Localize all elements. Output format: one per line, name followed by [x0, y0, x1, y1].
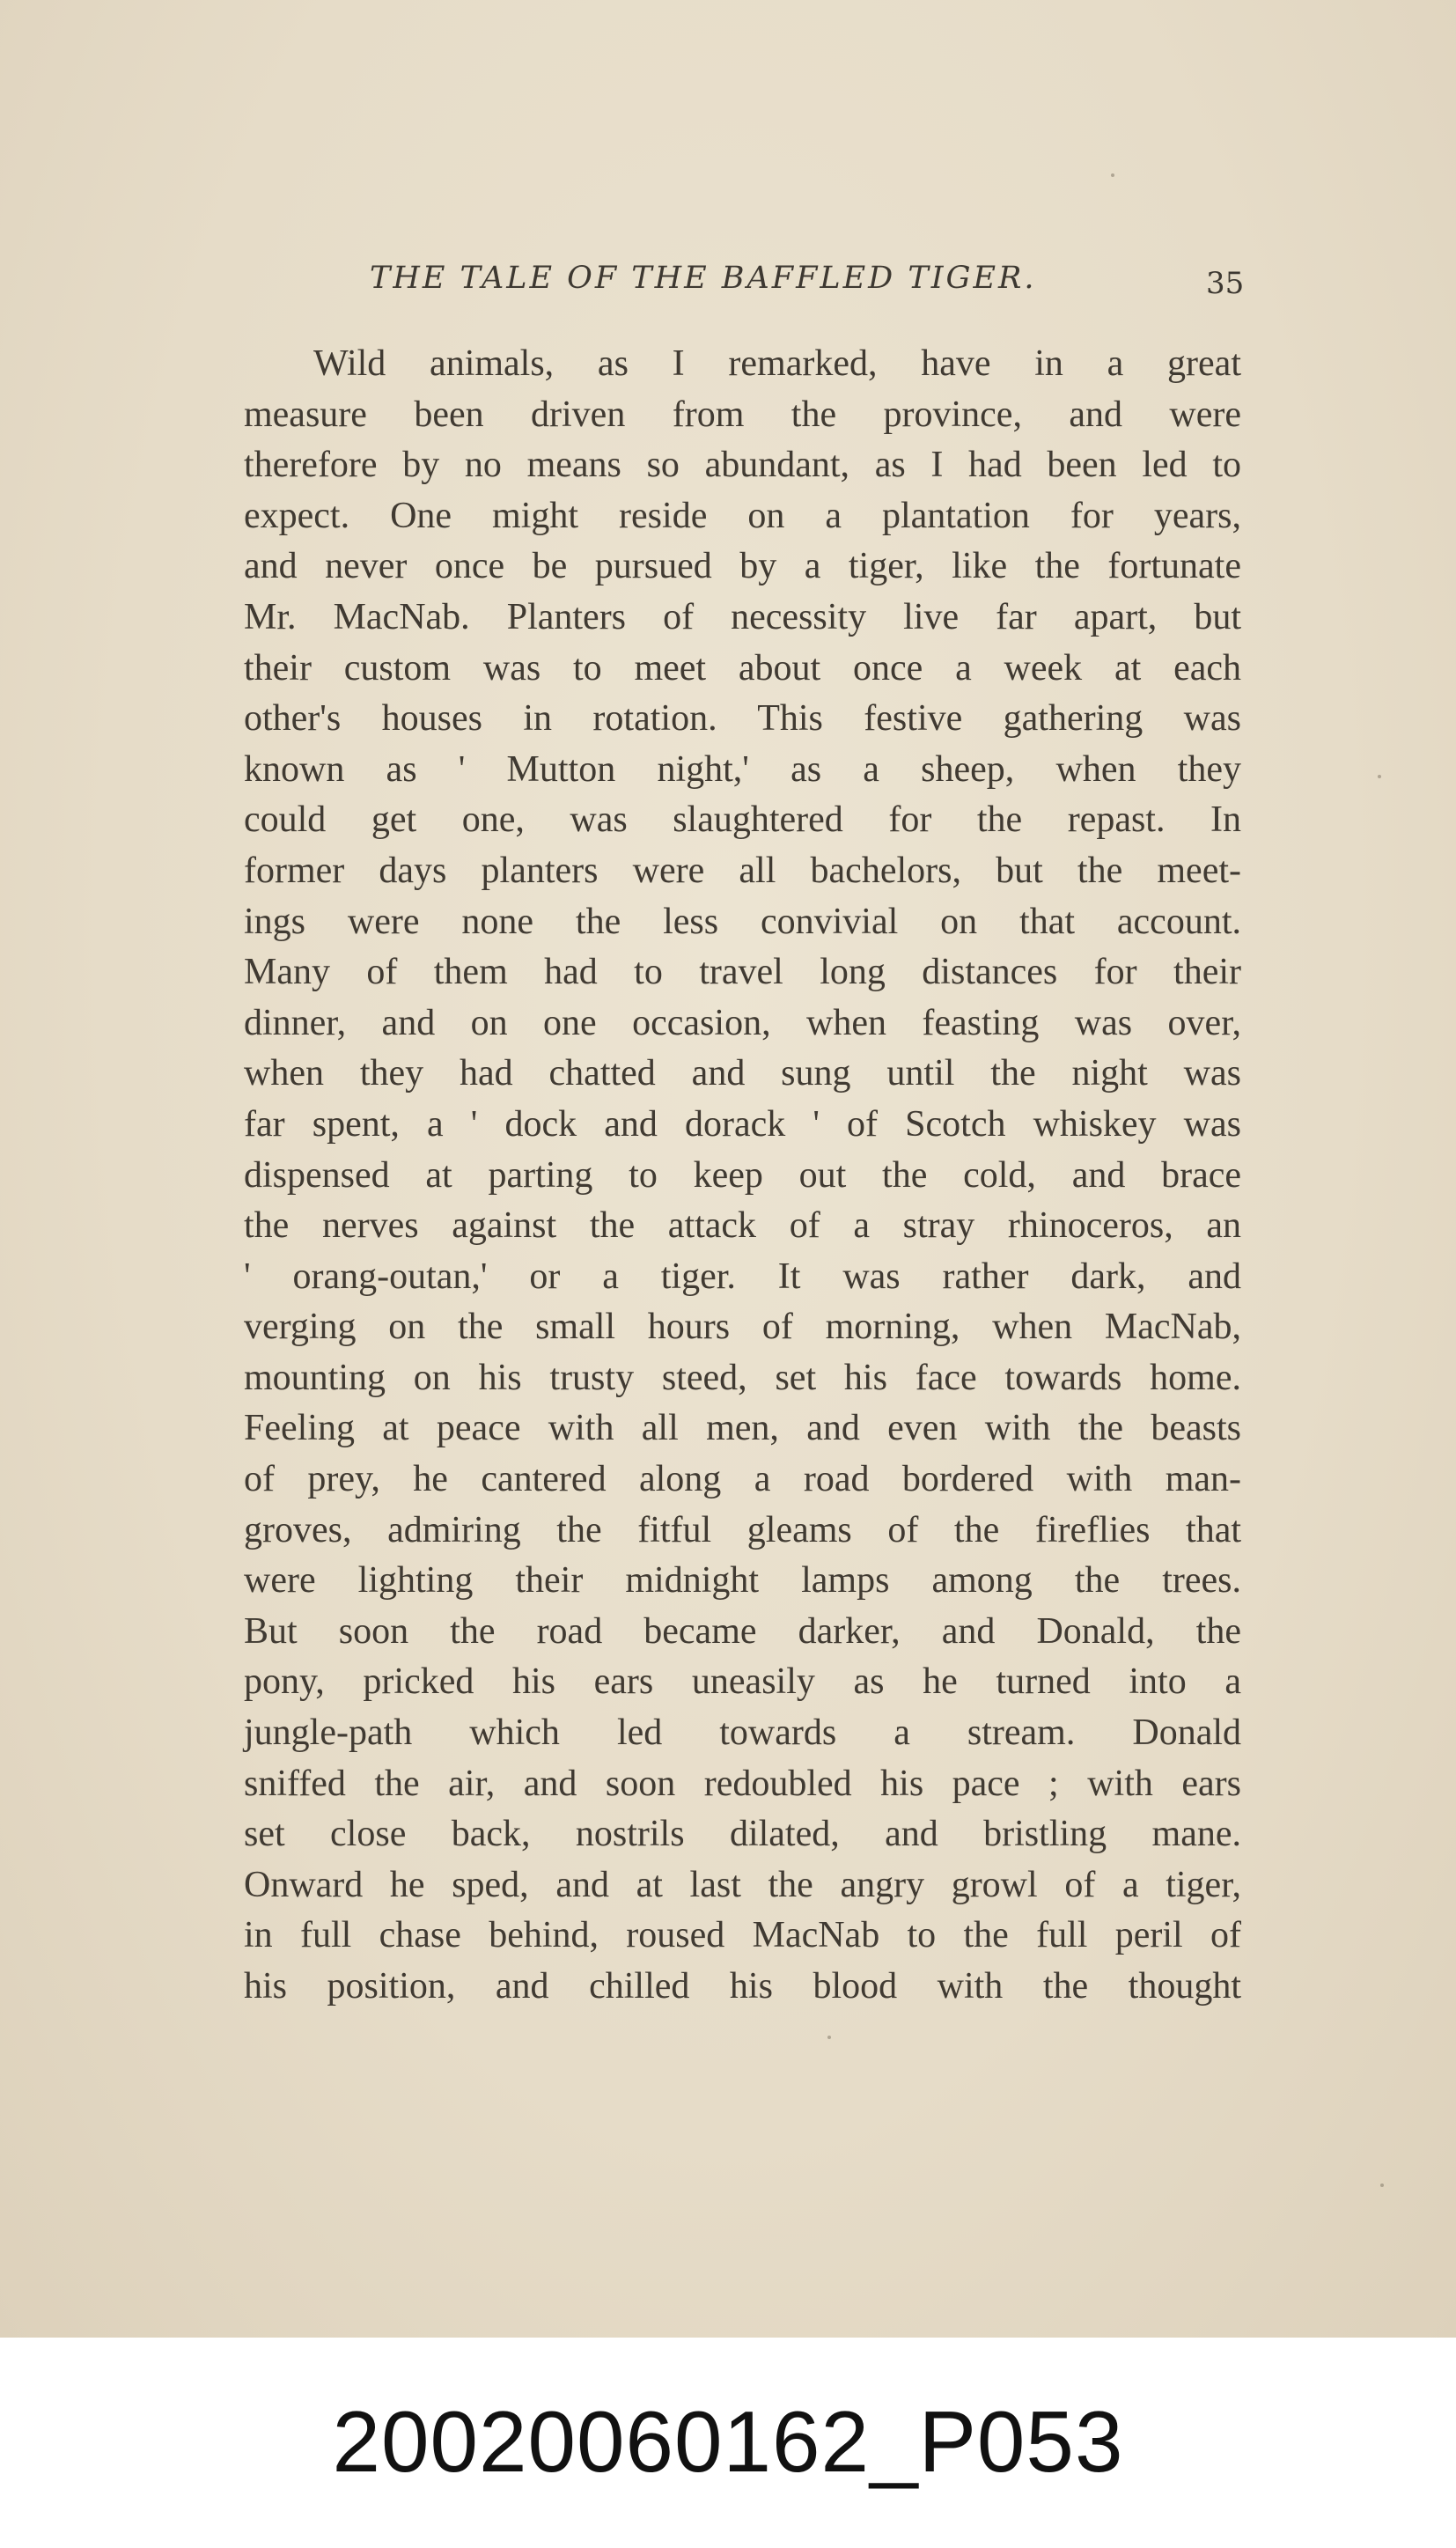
body-text	[244, 339, 1241, 2013]
text-line: groves, admiring the fitful gleams of the fireflies that	[244, 1509, 1241, 1550]
text-line: other's houses in rotation. This festive gathering was	[244, 698, 1241, 740]
paper-speck	[1380, 2183, 1384, 2187]
text-line: in full chase behind, roused MacNab to the full peril of	[244, 1915, 1241, 1956]
text-line: Feeling at peace with all men, and even with the beasts	[244, 1408, 1241, 1449]
text-line: former days planters were all bachelors, but the meet-	[244, 850, 1241, 891]
text-line: their custom was to meet about once a week at each	[244, 647, 1241, 689]
text-line: could get one, was slaughtered for the repast. In	[244, 799, 1241, 841]
paper-speck	[1378, 775, 1381, 778]
text-line: pony, pricked his ears uneasily as he turned into a	[244, 1661, 1241, 1703]
text-line: known as ' Mutton night,' as a sheep, when they	[244, 748, 1241, 790]
text-line: the nerves against the attack of a stray rhinoceros, an	[244, 1205, 1241, 1247]
text-line: sniffed the air, and soon redoubled his pace ; with ears	[244, 1763, 1241, 1804]
scan-footer	[0, 2338, 1456, 2548]
text-line: and never once be pursued by a tiger, like the fortunate	[244, 546, 1241, 587]
text-line: Wild animals, as I remarked, have in a great	[313, 343, 1241, 384]
text-line: jungle-path which led towards a stream. Donald	[244, 1712, 1241, 1754]
text-line: dispensed at parting to keep out the cold, and brace	[244, 1154, 1241, 1196]
text-line: But soon the road became darker, and Donald, the	[244, 1610, 1241, 1652]
page-number: 35	[1206, 266, 1245, 301]
paper-speck	[1111, 173, 1114, 177]
text-line: his position, and chilled his blood with the thought	[244, 1966, 1241, 2007]
text-line: Many of them had to travel long distances for their	[244, 952, 1241, 993]
text-line: Mr. MacNab. Planters of necessity live far apart, but	[244, 596, 1241, 637]
paper-speck	[827, 2036, 831, 2039]
text-line: were lighting their midnight lamps among the trees.	[244, 1560, 1241, 1602]
text-line: dinner, and on one occasion, when feasting was over,	[244, 1002, 1241, 1043]
scan-id-label: 20020060162_P053	[332, 2393, 1124, 2490]
text-line: when they had chatted and sung until the night was	[244, 1053, 1241, 1094]
running-head-title: THE TALE OF THE BAFFLED TIGER.	[370, 261, 1037, 296]
text-line: measure been driven from the province, and were	[244, 394, 1241, 435]
text-line: Onward he sped, and at last the angry growl of a tiger,	[244, 1864, 1241, 1905]
text-line: far spent, a ' dock and dorack ' of Scotch whiskey was	[244, 1103, 1241, 1145]
text-line: ings were none the less convivial on that account.	[244, 901, 1241, 942]
text-line: verging on the small hours of morning, when MacNab,	[244, 1307, 1241, 1348]
text-line: set close back, nostrils dilated, and bristling mane.	[244, 1814, 1241, 1855]
text-line: ' orang-outan,' or a tiger. It was rather dark, and	[244, 1256, 1241, 1297]
text-line: mounting on his trusty steed, set his face towards home.	[244, 1357, 1241, 1398]
text-line: expect. One might reside on a plantation for years,	[244, 495, 1241, 536]
text-line: therefore by no means so abundant, as I had been led to	[244, 445, 1241, 486]
running-head	[370, 257, 1245, 301]
text-line: of prey, he cantered along a road bordered with man-	[244, 1459, 1241, 1500]
